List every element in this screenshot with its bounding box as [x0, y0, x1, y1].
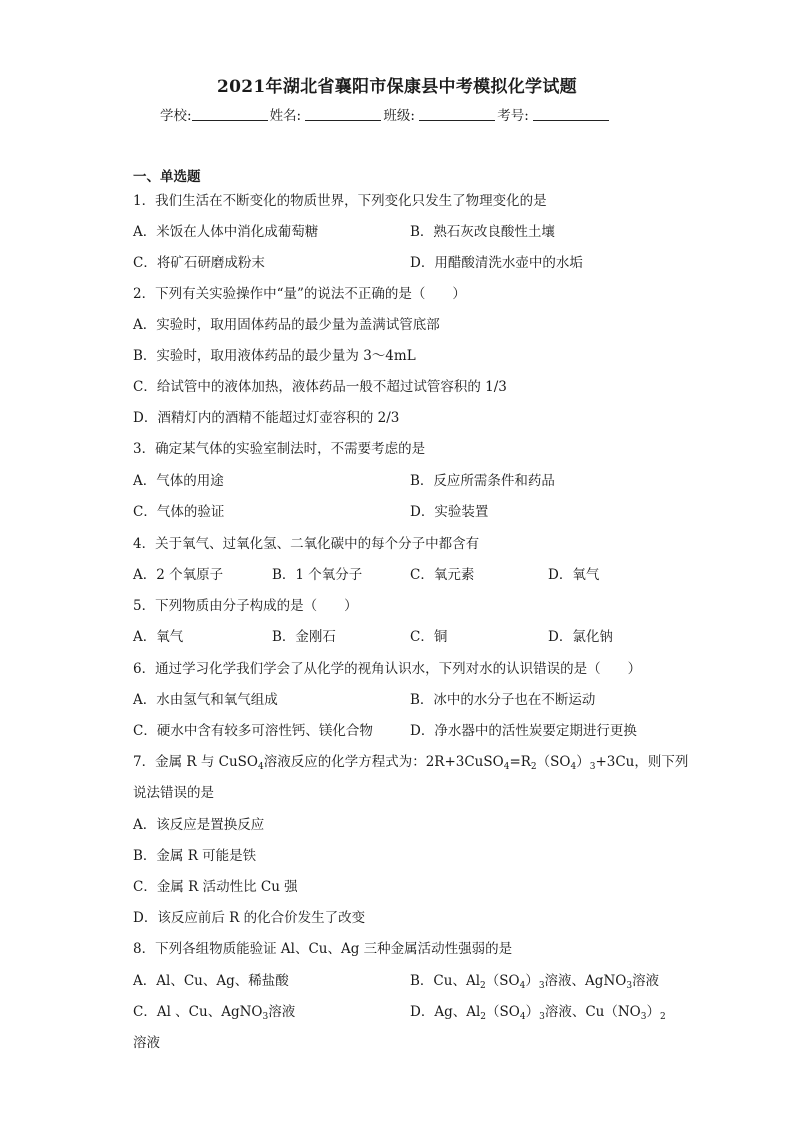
student-info-row: [160, 104, 611, 124]
question-3-option-a: A．气体的用途: [133, 473, 224, 489]
question-7-option-a: A．该反应是置换反应: [133, 817, 265, 833]
question-4-option-d: D．氧气: [548, 567, 600, 583]
number-label: 考号:: [497, 108, 529, 124]
question-1-option-c: C．将矿石研磨成粉末: [133, 255, 265, 271]
question-4-stem: 4．关于氧气、过氧化氢、二氧化碳中的每个分子中都含有: [133, 536, 480, 552]
question-5-option-b: B．金刚石: [272, 629, 336, 645]
question-8-stem: 8．下列各组物质能验证 Al、Cu、Ag 三种金属活动性强弱的是: [133, 941, 513, 957]
question-8-option-a: A．Al、Cu、Ag、稀盐酸: [133, 973, 289, 989]
question-3-stem: 3．确定某气体的实验室制法时，不需要考虑的是: [133, 441, 426, 457]
question-5-stem: 5．下列物质由分子构成的是（ ）: [133, 598, 358, 614]
class-label: 班级:: [383, 108, 415, 124]
question-3-option-c: C．气体的验证: [133, 504, 225, 520]
question-3-option-d: D．实验装置: [410, 504, 489, 520]
question-1-option-d: D．用醋酸清洗水壶中的水垢: [410, 255, 583, 271]
question-6-stem: 6．通过学习化学我们学会了从化学的视角认识水，下列对水的认识错误的是（ ）: [133, 661, 642, 677]
question-1-option-a: A．米饭在人体中消化成葡萄糖: [133, 224, 319, 240]
question-4-option-b: B．1 个氧分子: [272, 567, 363, 583]
question-6-option-a: A．水由氢气和氧气组成: [133, 692, 278, 708]
question-7-option-c: C．金属 R 活动性比 Cu 强: [133, 879, 298, 895]
question-5-option-a: A．氧气: [133, 629, 184, 645]
question-5-option-c: C．铜: [410, 629, 448, 645]
question-1-option-b: B．熟石灰改良酸性土壤: [410, 224, 555, 240]
question-2-option-d: D．酒精灯内的酒精不能超过灯壶容积的 2/3: [133, 410, 400, 426]
school-blank[interactable]: [192, 108, 268, 121]
question-2-option-c: C．给试管中的液体加热，液体药品一般不超过试管容积的 1/3: [133, 379, 507, 395]
school-label: 学校:: [160, 108, 192, 124]
question-8-option-c: C．Al 、Cu、AgNO$_3$溶液: [133, 1004, 296, 1022]
class-blank[interactable]: [419, 108, 495, 121]
name-label: 姓名:: [269, 108, 302, 124]
question-7-stem: 7．金属 R 与 CuSO$_4$溶液反应的化学方程式为：$2R+3CuSO_4=R_2(SO_4)_3+3Cu$，则下列: [133, 754, 689, 772]
question-2-stem: 2．下列有关实验操作中“量”的说法不正确的是（ ）: [133, 286, 466, 302]
question-2-option-a: A．实验时，取用固体药品的最少量为盖满试管底部: [133, 317, 440, 333]
question-7-stem-line-2: 说法错误的是: [133, 785, 214, 801]
question-6-option-b: B．冰中的水分子也在不断运动: [410, 692, 596, 708]
question-8-option-d-line-2: 溶液: [133, 1035, 160, 1051]
question-7-option-d: D．该反应前后 R 的化合价发生了改变: [133, 910, 366, 926]
question-7-option-b: B．金属 R 可能是铁: [133, 848, 257, 864]
question-3-option-b: B．反应所需条件和药品: [410, 473, 555, 489]
name-blank[interactable]: [305, 108, 381, 121]
question-8-option-b: B．Cu、$Al_2(SO_4)_3$溶液、AgNO$_3$溶液: [410, 973, 660, 991]
page-title: 2021年湖北省襄阳市保康县中考模拟化学试题: [217, 77, 577, 97]
section-heading: 一、单选题: [133, 169, 201, 185]
question-5-option-d: D．氯化钠: [548, 629, 613, 645]
question-6-option-d: D．净水器中的活性炭要定期进行更换: [410, 723, 637, 739]
question-8-option-d: D．Ag、$Al_2(SO_4)_3$溶液、$Cu(NO_3)_2$: [410, 1004, 666, 1022]
question-4-option-c: C．氧元素: [410, 567, 475, 583]
question-1-stem: 1．我们生活在不断变化的物质世界，下列变化只发生了物理变化的是: [133, 193, 547, 209]
question-4-option-a: A．2 个氧原子: [133, 567, 224, 583]
question-2-option-b: B．实验时，取用液体药品的最少量为 3～4mL: [133, 348, 416, 364]
number-blank[interactable]: [533, 108, 609, 121]
question-6-option-c: C．硬水中含有较多可溶性钙、镁化合物: [133, 723, 373, 739]
